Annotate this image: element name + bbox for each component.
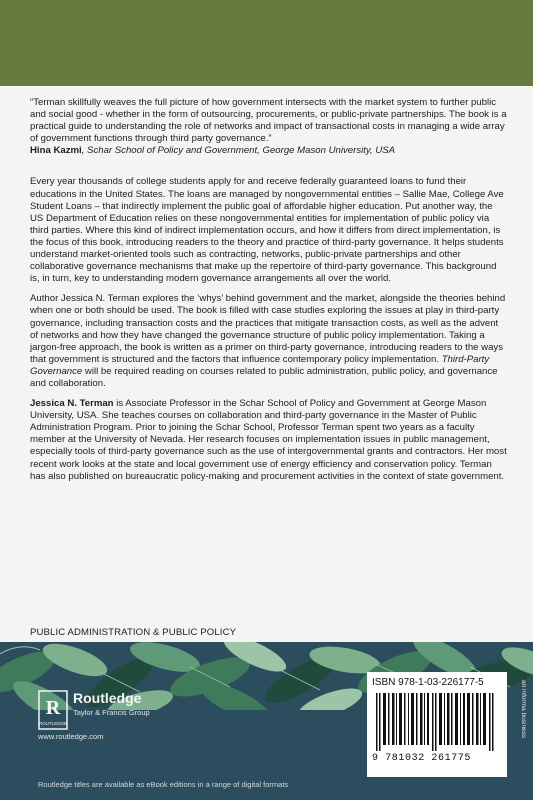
ebook-note: Routledge titles are available as eBook editions in a range of digital formats: [38, 780, 289, 789]
book-title-italic: Third-Party Governance: [30, 353, 490, 377]
description-paragraph-1: Every year thousands of college students apply for and receive federally guaranteed loans to fund their educations in the United States. The loans are managed by nongovernmental entities – Sallie Mae, College Ave Student Loans – that indirectly implement the public goal of affordable higher education. Put another way, the US Department of Education relies on these nongovernmental entities for implementation of public policy via third parties. Where this kind of indirect implementation occurs, and how it differs from direct implementation, is the focus of this book, introducing readers to the theory and practice of third-party governance. It helps students understand market-oriented tools such as contracting, networks, public-private partnerships and other collaborative governance mechanisms that make up the repertoire of third-party governance. This background is, in turn, key to understanding modern governance arrangements all over the world.: [30, 176, 504, 285]
back-cover-text: [30, 97, 508, 491]
publisher-website: www.routledge.com: [38, 732, 104, 741]
routledge-logo-icon: [38, 690, 68, 730]
isbn-label: ISBN 978-1-03-226177-5: [372, 677, 484, 688]
barcode-icon: [372, 693, 500, 751]
quote-text: “Terman skillfully weaves the full picture of how government intersects with the market system to further public and social good - whether in the form of outsourcing, procurements, or public-private partnerships. The book is a practical guide to understanding the role of networks and impact of transactional costs in managing a wide array of government functions through third party governance.”: [30, 97, 507, 145]
svg-text:R: R: [45, 697, 61, 719]
publisher-name: Routledge: [73, 690, 142, 706]
quote-endorser: [30, 145, 508, 157]
barcode-number: 9 781032 261775: [372, 753, 472, 764]
description-paragraph-2-main: Author Jessica N. Terman explores the ‘whys’ behind government and the market, alongside the theories behind when one or both should be used. The book is filled with case studies exploring the issues at play in third-party governance, including transaction costs and the practices that mitigate transaction costs, as well as the advent of networks and how they have changed the governance structure of public policy implementation. Taking a jargon-free approach, the book is written as a primer on third-party governance, introducing readers to the ways that government is structured and the factors that influence contemporary policy implementation.: [30, 293, 506, 365]
author-bio-text: is Associate Professor in the Schar School of Policy and Government at George Mason University, USA. She teaches courses on collaboration and third-party governance in the Master of Public Administration Program. Prior to joining the Schar School, Professor Terman spent two years as a faculty member at the University of Nevada. Her research focuses on implementation issues in public management, especially tools of third-party governance such as the use of intergovernmental grants and contractors. Her most recent work looks at the state and local government use of energy efficiency and conservation policy. Terman has also published on bureaucratic policy-making and procurement activities in the context of state government.: [30, 398, 507, 482]
subject-category: PUBLIC ADMINISTRATION & PUBLIC POLICY: [30, 627, 237, 638]
endorser-name: Hina Kazmi: [30, 145, 82, 157]
author-bio: [30, 398, 508, 483]
endorser-affiliation: , Schar School of Policy and Government, George Mason University, USA: [81, 145, 396, 157]
description-paragraph-2: [30, 293, 508, 390]
endorsement-quote: [30, 97, 508, 157]
top-color-band: [0, 0, 533, 86]
svg-text:ROUTLEDGE: ROUTLEDGE: [38, 721, 68, 726]
author-name: Jessica N. Terman: [30, 398, 114, 410]
informa-tagline: an informa business: [520, 680, 527, 739]
description-paragraph-2-end: will be required reading on courses related to public administration, public policy, and governance and collaboration.: [30, 365, 498, 389]
publisher-group: Taylor & Francis Group: [73, 708, 150, 717]
